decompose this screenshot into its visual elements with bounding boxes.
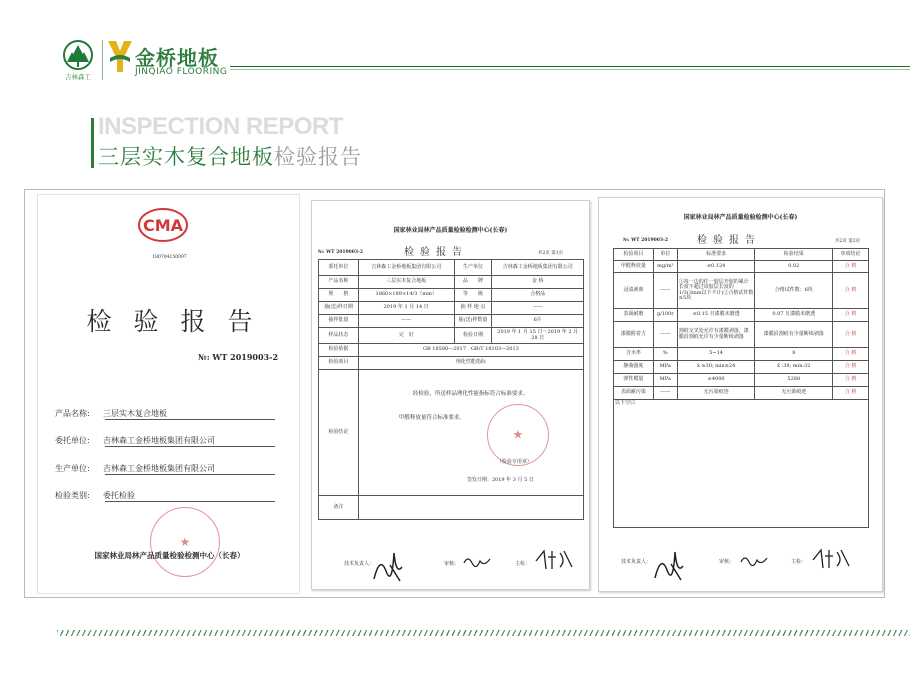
cover-field-producer — [55, 463, 215, 474]
table-row — [614, 261, 869, 273]
cell-value: 完 好 — [358, 328, 454, 344]
sign-chief-label: 技术负责人： — [621, 559, 652, 565]
cell-unit: —— — [653, 273, 677, 309]
cell-value: —— — [358, 315, 454, 328]
cell-result: x̄ :38; min:32 — [755, 361, 833, 374]
table-row — [614, 374, 869, 387]
field-label: 委托单位: — [55, 436, 90, 445]
cell-result: 无污染痕迹 — [755, 387, 833, 400]
cell-value: 6片 — [492, 315, 584, 328]
signature-chief-icon — [651, 544, 691, 584]
issue-date: 签发日期：2019 年 3 月 5 日 — [466, 477, 534, 483]
cell-requirement: ①每一边的任一胶层开胶的累计长度不超过该胶层长度的1/3(3mm以下不计)②合格试件数≥5块 — [677, 273, 755, 309]
table-row — [614, 361, 869, 374]
cell-result: 0.07 且漆膜未磨透 — [755, 309, 833, 322]
report-number: №: WT 2019003-2 — [318, 250, 364, 255]
table-row — [319, 260, 584, 276]
table-header-row — [614, 249, 869, 261]
table-row — [319, 315, 584, 328]
table-row — [614, 273, 869, 309]
cell-item: 含水率 — [614, 348, 654, 361]
table-row — [319, 357, 584, 370]
header-divider-thin — [230, 69, 910, 70]
title-accent-bar — [91, 118, 94, 168]
stamp-star-icon: ★ — [179, 535, 191, 549]
table-row — [319, 344, 584, 357]
table-row — [319, 276, 584, 289]
cell-verdict: 合 格 — [833, 387, 869, 400]
report-title: 检验报告 — [697, 235, 761, 246]
parent-brand-caption: 吉林森工 — [65, 73, 91, 81]
brand-name-en: JINQIAO FLOORING — [135, 67, 228, 77]
title-cn-sub: 检验报告 — [274, 145, 362, 169]
field-label: 检验类别: — [55, 491, 90, 500]
field-value: 吉林森工金桥地板集团有限公司 — [103, 436, 215, 445]
cell-result: 5288 — [755, 374, 833, 387]
cell-label: 品 牌 — [454, 276, 492, 289]
cell-item: 甲醛释放量 — [614, 261, 654, 273]
report-cover-page — [37, 194, 300, 594]
column-header: 单项结论 — [833, 249, 869, 261]
cell-label: 抽样批量 — [319, 315, 359, 328]
cell-label: 委托单位 — [319, 260, 359, 276]
signature-review-icon — [462, 553, 492, 573]
cell-label: 抽 样 地 点 — [454, 302, 492, 315]
cover-code: 180704150097 — [152, 255, 187, 260]
remarks-label: 备注 — [319, 496, 359, 520]
remarks-cell — [358, 496, 583, 520]
cell-result: 0.02 — [755, 261, 833, 273]
field-value: 三层实木复合地板 — [103, 409, 167, 418]
cell-requirement: x̄ ≥30; min≥24 — [677, 361, 755, 374]
page-info: 共2页 第2页 — [835, 239, 861, 244]
inspection-stamp — [487, 404, 549, 466]
column-header: 单位 — [653, 249, 677, 261]
cell-verdict: 合 格 — [833, 273, 869, 309]
conclusion-label: 检验结论 — [319, 370, 359, 496]
cell-item: 弹性模量 — [614, 374, 654, 387]
cell-label: 样品状态 — [319, 328, 359, 344]
sign-main-label: 主检： — [791, 559, 807, 565]
cell-verdict: 合 格 — [833, 309, 869, 322]
field-label: 产品名称: — [55, 409, 90, 418]
sign-main-label: 主检： — [515, 561, 531, 567]
conclusion-row — [319, 370, 584, 496]
table-row — [319, 289, 584, 302]
institute-name: 国家林业局林产品质量检验检测中心(长春) — [393, 227, 508, 234]
cell-verdict: 合 格 — [833, 361, 869, 374]
cell-requirement: ≤0.124 — [677, 261, 755, 273]
cell-value: GB 18580—2017 GB/T 18103—2013 — [358, 344, 583, 357]
cell-label: 抽(送)样日期 — [319, 302, 359, 315]
sign-review-label: 审核： — [719, 559, 735, 565]
tree-emblem-icon — [60, 40, 96, 72]
cell-value: 2019 年 1 月 15 日～2019 年 2 月 28 日 — [492, 328, 584, 344]
report-page-2 — [598, 197, 883, 592]
signature-main-icon — [534, 547, 574, 573]
signature-chief-icon — [370, 545, 410, 585]
info-table — [318, 259, 584, 520]
cell-item: 表面耐磨 — [614, 309, 654, 322]
blank-note: 以下空白 — [614, 400, 869, 528]
column-header: 检验项目 — [614, 249, 654, 261]
cell-label: 产品名称 — [319, 276, 359, 289]
title-en: INSPECTION REPORT — [98, 113, 343, 140]
field-value: 吉林森工金桥地板集团有限公司 — [103, 464, 215, 473]
column-header: 检验结果 — [755, 249, 833, 261]
cell-item: 浸渍剥离 — [614, 273, 654, 309]
table-row — [319, 328, 584, 344]
cover-field-product — [55, 408, 167, 419]
cma-logo-text: CMA — [142, 216, 184, 235]
cell-requirement: ≤0.15 且漆膜未磨透 — [677, 309, 755, 322]
blank-row — [614, 400, 869, 528]
cell-value: 理化性能指标 — [358, 357, 583, 370]
cover-field-type — [55, 490, 135, 501]
cell-verdict: 合 格 — [833, 322, 869, 348]
stamp-label: （检验专用章） — [496, 459, 532, 465]
cell-label: 检验项目 — [319, 357, 359, 370]
cell-unit: % — [653, 348, 677, 361]
cell-label: 生产单位 — [454, 260, 492, 276]
jinqiao-logo — [106, 38, 236, 84]
cell-requirement: 5~14 — [677, 348, 755, 361]
cell-verdict: 合 格 — [833, 374, 869, 387]
table-row — [319, 302, 584, 315]
field-value: 委托检验 — [103, 491, 135, 500]
cell-unit: —— — [653, 322, 677, 348]
column-header: 标准要求 — [677, 249, 755, 261]
field-label: 生产单位: — [55, 464, 90, 473]
cell-requirement: 割痕交叉处允许有漆膜剥落，漆膜沿割痕允许有少量断续剥落 — [677, 322, 755, 348]
page-info: 共2页 第1页 — [538, 251, 564, 256]
header-divider — [230, 66, 910, 67]
cell-label: 抽(送)样数量 — [454, 315, 492, 328]
sign-chief-label: 技术负责人： — [344, 561, 375, 567]
cell-result: 8 — [755, 348, 833, 361]
stamp-star-icon: ★ — [512, 427, 524, 442]
cell-unit: g/100r — [653, 309, 677, 322]
cell-unit: MPa — [653, 374, 677, 387]
results-table — [613, 248, 869, 528]
cell-label: 检验依据 — [319, 344, 359, 357]
cell-verdict: 合 格 — [833, 348, 869, 361]
report-page-1 — [311, 200, 590, 590]
cell-value: 合格品 — [492, 289, 584, 302]
cell-value: —— — [492, 302, 584, 315]
table-row — [614, 309, 869, 322]
jilin-forest-logo — [58, 40, 98, 86]
cell-value: 1860×189×14/3（mm） — [358, 289, 454, 302]
cell-unit: MPa — [653, 361, 677, 374]
official-stamp — [150, 507, 220, 577]
conclusion-cell — [358, 370, 583, 496]
cover-field-client — [55, 435, 215, 446]
cell-value: 金 桥 — [492, 276, 584, 289]
cell-value: 2019 年 1 月 14 日 — [358, 302, 454, 315]
cell-value: 吉林森工金桥地板集团有限公司 — [358, 260, 454, 276]
signature-review-icon — [739, 552, 769, 572]
cell-value: 三层实木复合地板 — [358, 276, 454, 289]
cell-label: 等 级 — [454, 289, 492, 302]
cell-unit: mg/m³ — [653, 261, 677, 273]
jinqiao-y-icon — [106, 38, 134, 76]
cell-label: 规 格 — [319, 289, 359, 302]
cell-unit: —— — [653, 387, 677, 400]
logo-separator — [102, 40, 103, 80]
table-row — [614, 322, 869, 348]
cover-footer: 国家林业局林产品质量检验检测中心（长春） — [94, 551, 245, 560]
cell-result: 合格试件数：6块 — [755, 273, 833, 309]
cover-report-number: №: WT 2019003-2 — [198, 352, 279, 362]
cma-logo-icon — [137, 207, 189, 243]
cell-label: 检验日期 — [454, 328, 492, 344]
sign-review-label: 审核： — [444, 561, 460, 567]
table-row — [614, 348, 869, 361]
cell-value: 吉林森工金桥地板集团有限公司 — [492, 260, 584, 276]
brand-name-cn: 金桥地板 — [135, 46, 219, 70]
cell-verdict: 合 格 — [833, 261, 869, 273]
report-title: 检验报告 — [404, 247, 468, 258]
cell-item: 表面耐污染 — [614, 387, 654, 400]
page-title — [98, 141, 362, 171]
remarks-row — [319, 496, 584, 520]
title-cn-main: 三层实木复合地板 — [98, 145, 274, 169]
signature-main-icon — [811, 546, 851, 572]
table-row — [614, 387, 869, 400]
cover-title: 检验报告 — [86, 307, 275, 336]
conclusion-text-1: 经检验，所送样品理化性能指标符合标准要求。 — [412, 391, 529, 397]
cell-requirement: 无污染痕迹 — [677, 387, 755, 400]
decorative-stripes — [57, 630, 910, 636]
report-number: №: WT 2019003-2 — [623, 238, 669, 243]
cell-requirement: ≥4000 — [677, 374, 755, 387]
institute-name: 国家林业局林产品质量检验检测中心(长春) — [683, 214, 798, 221]
cell-result: 漆膜沿割痕有少量断续剥落 — [755, 322, 833, 348]
cell-item: 静曲强度 — [614, 361, 654, 374]
conclusion-text-2: 甲醛释放量符合标准要求。 — [398, 415, 465, 421]
cell-item: 漆膜附着力 — [614, 322, 654, 348]
